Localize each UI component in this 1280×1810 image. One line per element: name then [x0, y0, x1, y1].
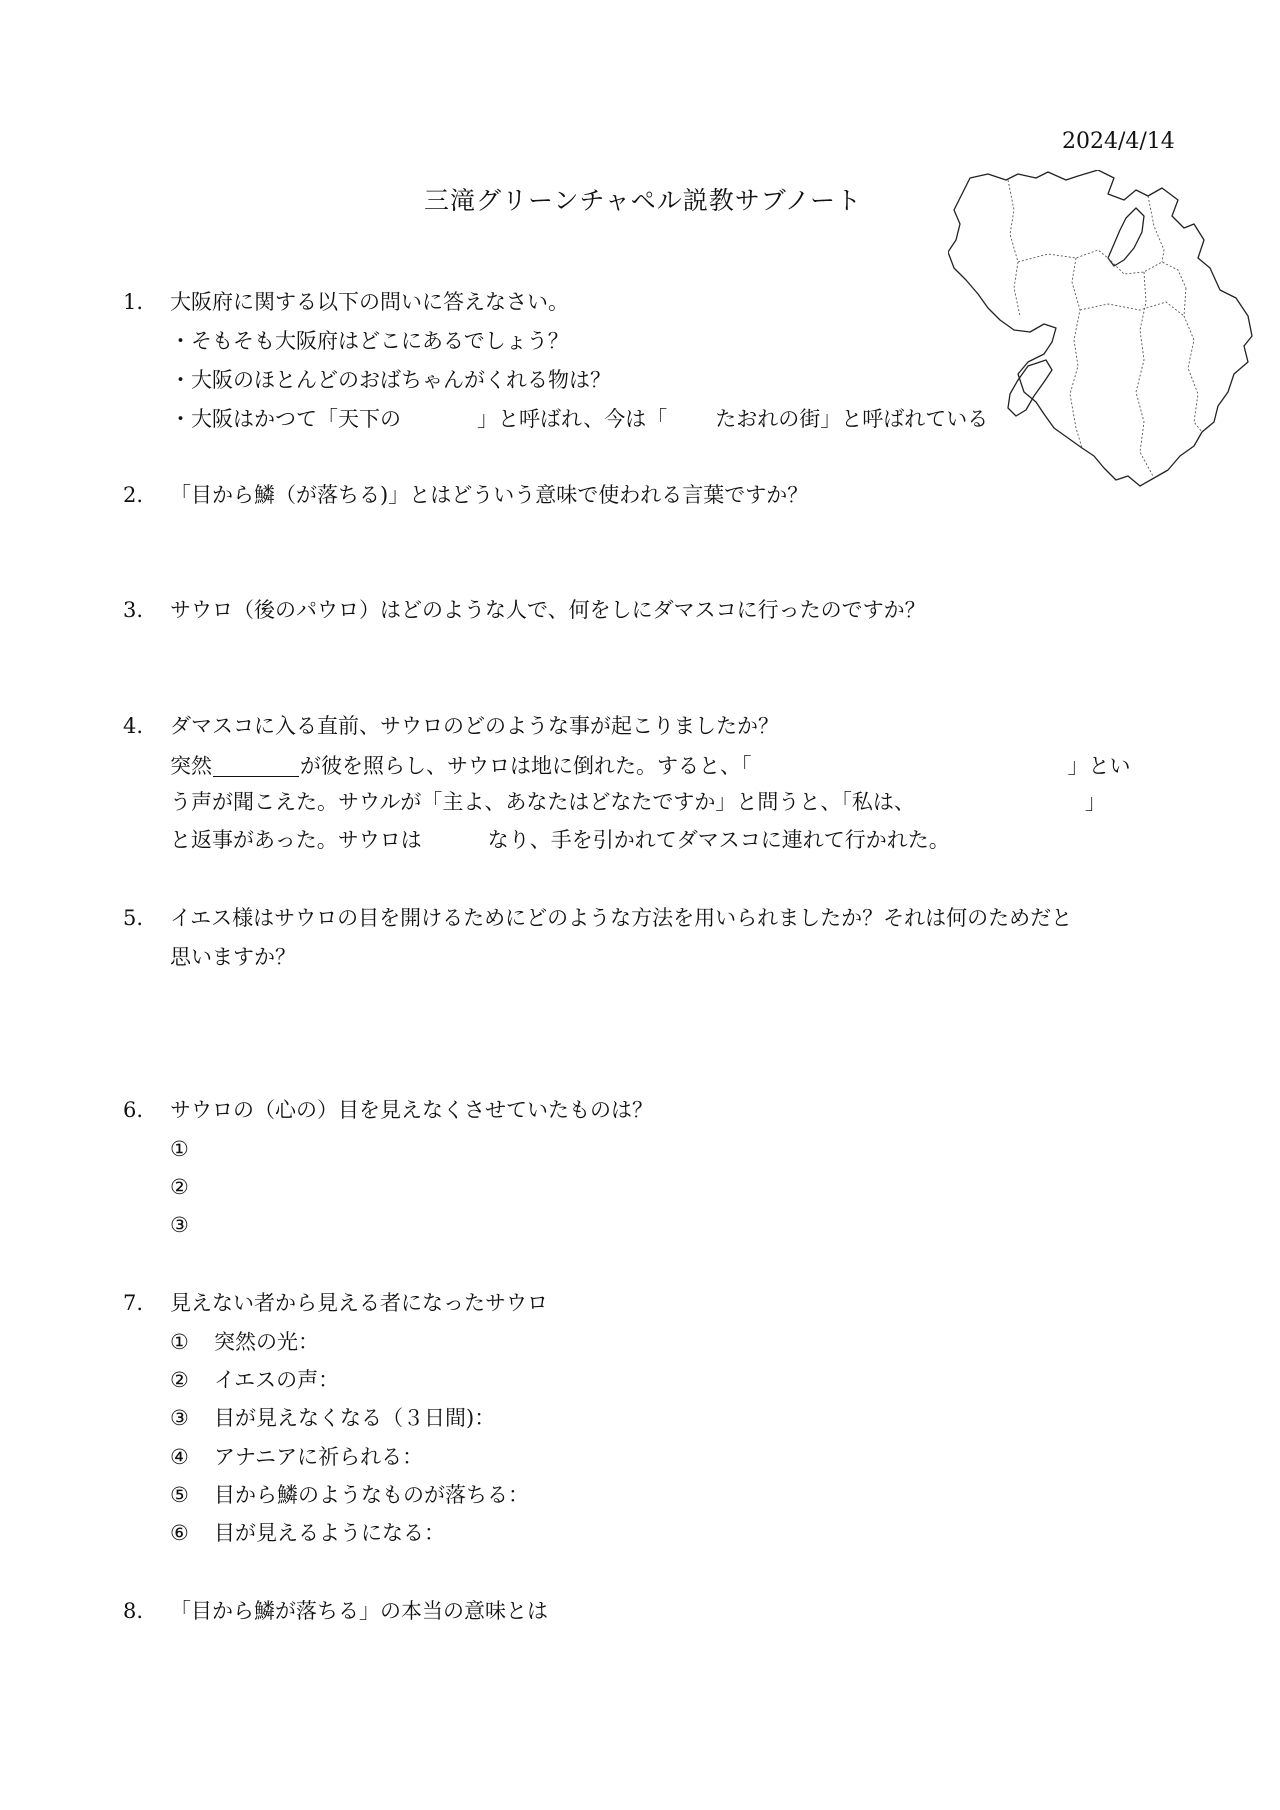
question-3-text: サウロ（後のパウロ）はどのような人で、何をしにダマスコに行ったのですか？ — [170, 598, 926, 622]
question-1-item-3-part-a: ・大阪はかつて「天下の — [170, 407, 401, 431]
step-2-text[interactable]: イエスの声： — [214, 1368, 340, 1392]
question-8-number: 8. — [123, 1599, 144, 1623]
step-4-text[interactable]: アナニアに祈られる： — [214, 1445, 424, 1469]
question-6-answer-3[interactable]: ③ — [170, 1213, 189, 1237]
step-3-marker: ③ — [170, 1406, 189, 1430]
question-4-line-1-part-c: 」とい — [1067, 754, 1131, 778]
question-4-line-2-part-b: 」 — [1084, 790, 1106, 814]
question-5-text: イエス様はサウロの目を開けるためにどのような方法を用いられましたか？それは何のためだと — [170, 906, 1073, 930]
worksheet-title: 三滝グリーンチャペル説教サブノート — [424, 186, 863, 215]
step-2-marker: ② — [170, 1368, 189, 1392]
question-1-item-1: ・そもそも大阪府はどこにあるでしょう？ — [170, 329, 569, 353]
question-6-answer-2[interactable]: ② — [170, 1175, 189, 1199]
question-1-text: 大阪府に関する以下の問いに答えなさい。 — [170, 290, 569, 314]
question-1-number: 1. — [123, 290, 144, 314]
question-6-text: サウロの（心の）目を見えなくさせていたものは？ — [170, 1098, 653, 1122]
question-5-text-continued: 思いますか？ — [170, 945, 296, 969]
question-2-text: 「目から鱗（が落ちる)」とはどういう意味で使われる言葉ですか？ — [170, 483, 809, 507]
question-4-line-1 — [170, 754, 1131, 777]
answer-underline-blank[interactable] — [213, 754, 299, 777]
question-1-item-3-part-c: たおれの街」と呼ばれている — [715, 407, 989, 431]
question-7-number: 7. — [123, 1291, 144, 1315]
question-3-number: 3. — [123, 598, 144, 622]
question-4-line-2-part-a: う声が聞こえた。サウルが「主よ、あなたはどなたですか」と問うと、「私は、 — [170, 790, 915, 814]
question-4-line-3-part-a: と返事があった。サウロは — [170, 828, 422, 852]
step-5-text[interactable]: 目から鱗のようなものが落ちる： — [214, 1483, 529, 1507]
step-1-text[interactable]: 突然の光： — [214, 1330, 319, 1354]
question-4-line-3-part-b: なり、手を引かれてダマスコに連れて行かれた。 — [487, 828, 950, 852]
step-6-marker: ⑥ — [170, 1521, 189, 1545]
question-8-text: 「目から鱗が落ちる」の本当の意味とは — [170, 1599, 548, 1623]
question-4-line-2 — [170, 792, 1106, 813]
step-1-marker: ① — [170, 1330, 189, 1354]
question-4-number: 4. — [123, 714, 144, 738]
question-2-number: 2. — [123, 483, 144, 507]
step-3-text[interactable]: 目が見えなくなる（３日間)： — [214, 1406, 496, 1430]
worksheet-date: 2024/4/14 — [1062, 129, 1175, 154]
question-1-item-3 — [170, 409, 988, 430]
question-1-item-3-part-b: 」と呼ばれ、今は「 — [477, 407, 668, 431]
step-6-text[interactable]: 目が見えるようになる： — [214, 1521, 445, 1545]
kansai-region-map-outline-icon — [948, 170, 1254, 488]
question-6-number: 6. — [123, 1098, 144, 1122]
question-4-text: ダマスコに入る直前、サウロのどのような事が起こりましたか？ — [170, 714, 779, 738]
question-4-line-1-part-a: 突然 — [170, 754, 212, 778]
step-5-marker: ⑤ — [170, 1483, 189, 1507]
question-7-text: 見えない者から見える者になったサウロ — [170, 1291, 548, 1315]
question-4-line-1-part-b: が彼を照らし、サウロは地に倒れた。すると、「 — [300, 754, 752, 778]
question-4-line-3 — [170, 830, 950, 851]
question-5-number: 5. — [123, 906, 144, 930]
question-6-answer-1[interactable]: ① — [170, 1137, 189, 1161]
step-4-marker: ④ — [170, 1445, 189, 1469]
question-1-item-2: ・大阪のほとんどのおばちゃんがくれる物は？ — [170, 368, 611, 392]
